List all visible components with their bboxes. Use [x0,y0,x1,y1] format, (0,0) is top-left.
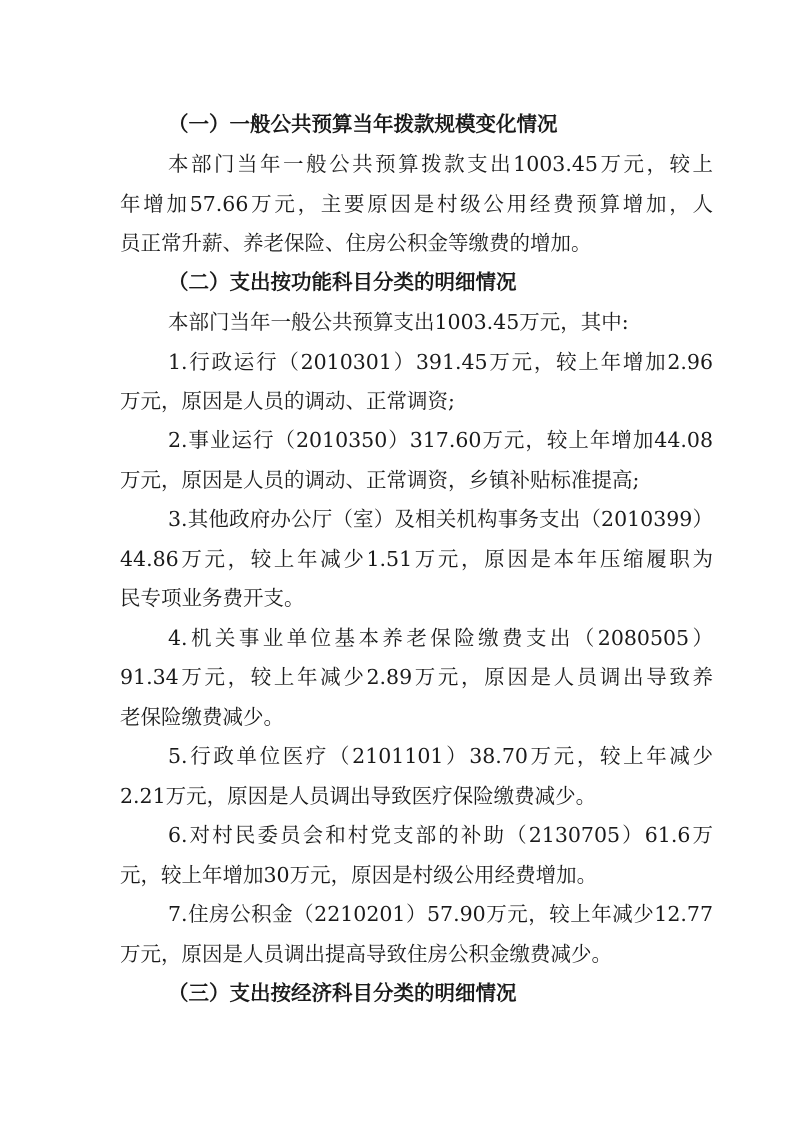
section-2-line-14: 6.对村民委员会和村党支部的补助（2130705）61.6万 [168,823,713,847]
section-2-line-8: 民专项业务费开支。 [120,586,305,610]
section-2-line-7: 44.86万元，较上年减少1.51万元，原因是本年压缩履职为 [120,547,713,571]
section-2-line-2: 1.行政运行（2010301）391.45万元，较上年增加2.96 [168,350,713,374]
section-1-line-3: 员正常升薪、养老保险、住房公积金等缴费的增加。 [120,231,592,255]
section-2-line-1: 本部门当年一般公共预算支出1003.45万元，其中: [168,310,629,334]
section-2-line-4: 2.事业运行（2010350）317.60万元，较上年增加44.08 [168,428,713,452]
section-3-heading: （三）支出按经济科目分类的明细情况 [168,981,517,1005]
section-2-line-11: 老保险缴费减少。 [120,705,284,729]
section-2-line-6: 3.其他政府办公厅（室）及相关机构事务支出（2010399） [168,507,713,531]
section-2-line-12: 5.行政单位医疗（2101101）38.70万元，较上年减少 [168,744,713,768]
section-2-line-3: 万元，原因是人员的调动、正常调资; [120,389,455,413]
section-2-line-16: 7.住房公积金（2210201）57.90万元，较上年减少12.77 [168,902,713,926]
section-1-line-1: 本部门当年一般公共预算拨款支出1003.45万元，较上 [168,152,713,176]
section-2-line-9: 4.机关事业单位基本养老保险缴费支出（2080505） [168,626,713,650]
section-2-line-15: 元，较上年增加30万元，原因是村级公用经费增加。 [120,863,598,887]
section-2-line-17: 万元，原因是人员调出提高导致住房公积金缴费减少。 [120,942,612,966]
section-2-line-10: 91.34万元，较上年减少2.89万元，原因是人员调出导致养 [120,665,713,689]
section-2-heading: （二）支出按功能科目分类的明细情况 [168,270,517,294]
section-2-line-13: 2.21万元，原因是人员调出导致医疗保险缴费减少。 [120,784,597,808]
section-1-line-2: 年增加57.66万元，主要原因是村级公用经费预算增加，人 [120,192,713,216]
section-2-line-5: 万元，原因是人员的调动、正常调资，乡镇补贴标准提高; [120,468,640,492]
section-1-heading: （一）一般公共预算当年拨款规模变化情况 [168,112,558,136]
